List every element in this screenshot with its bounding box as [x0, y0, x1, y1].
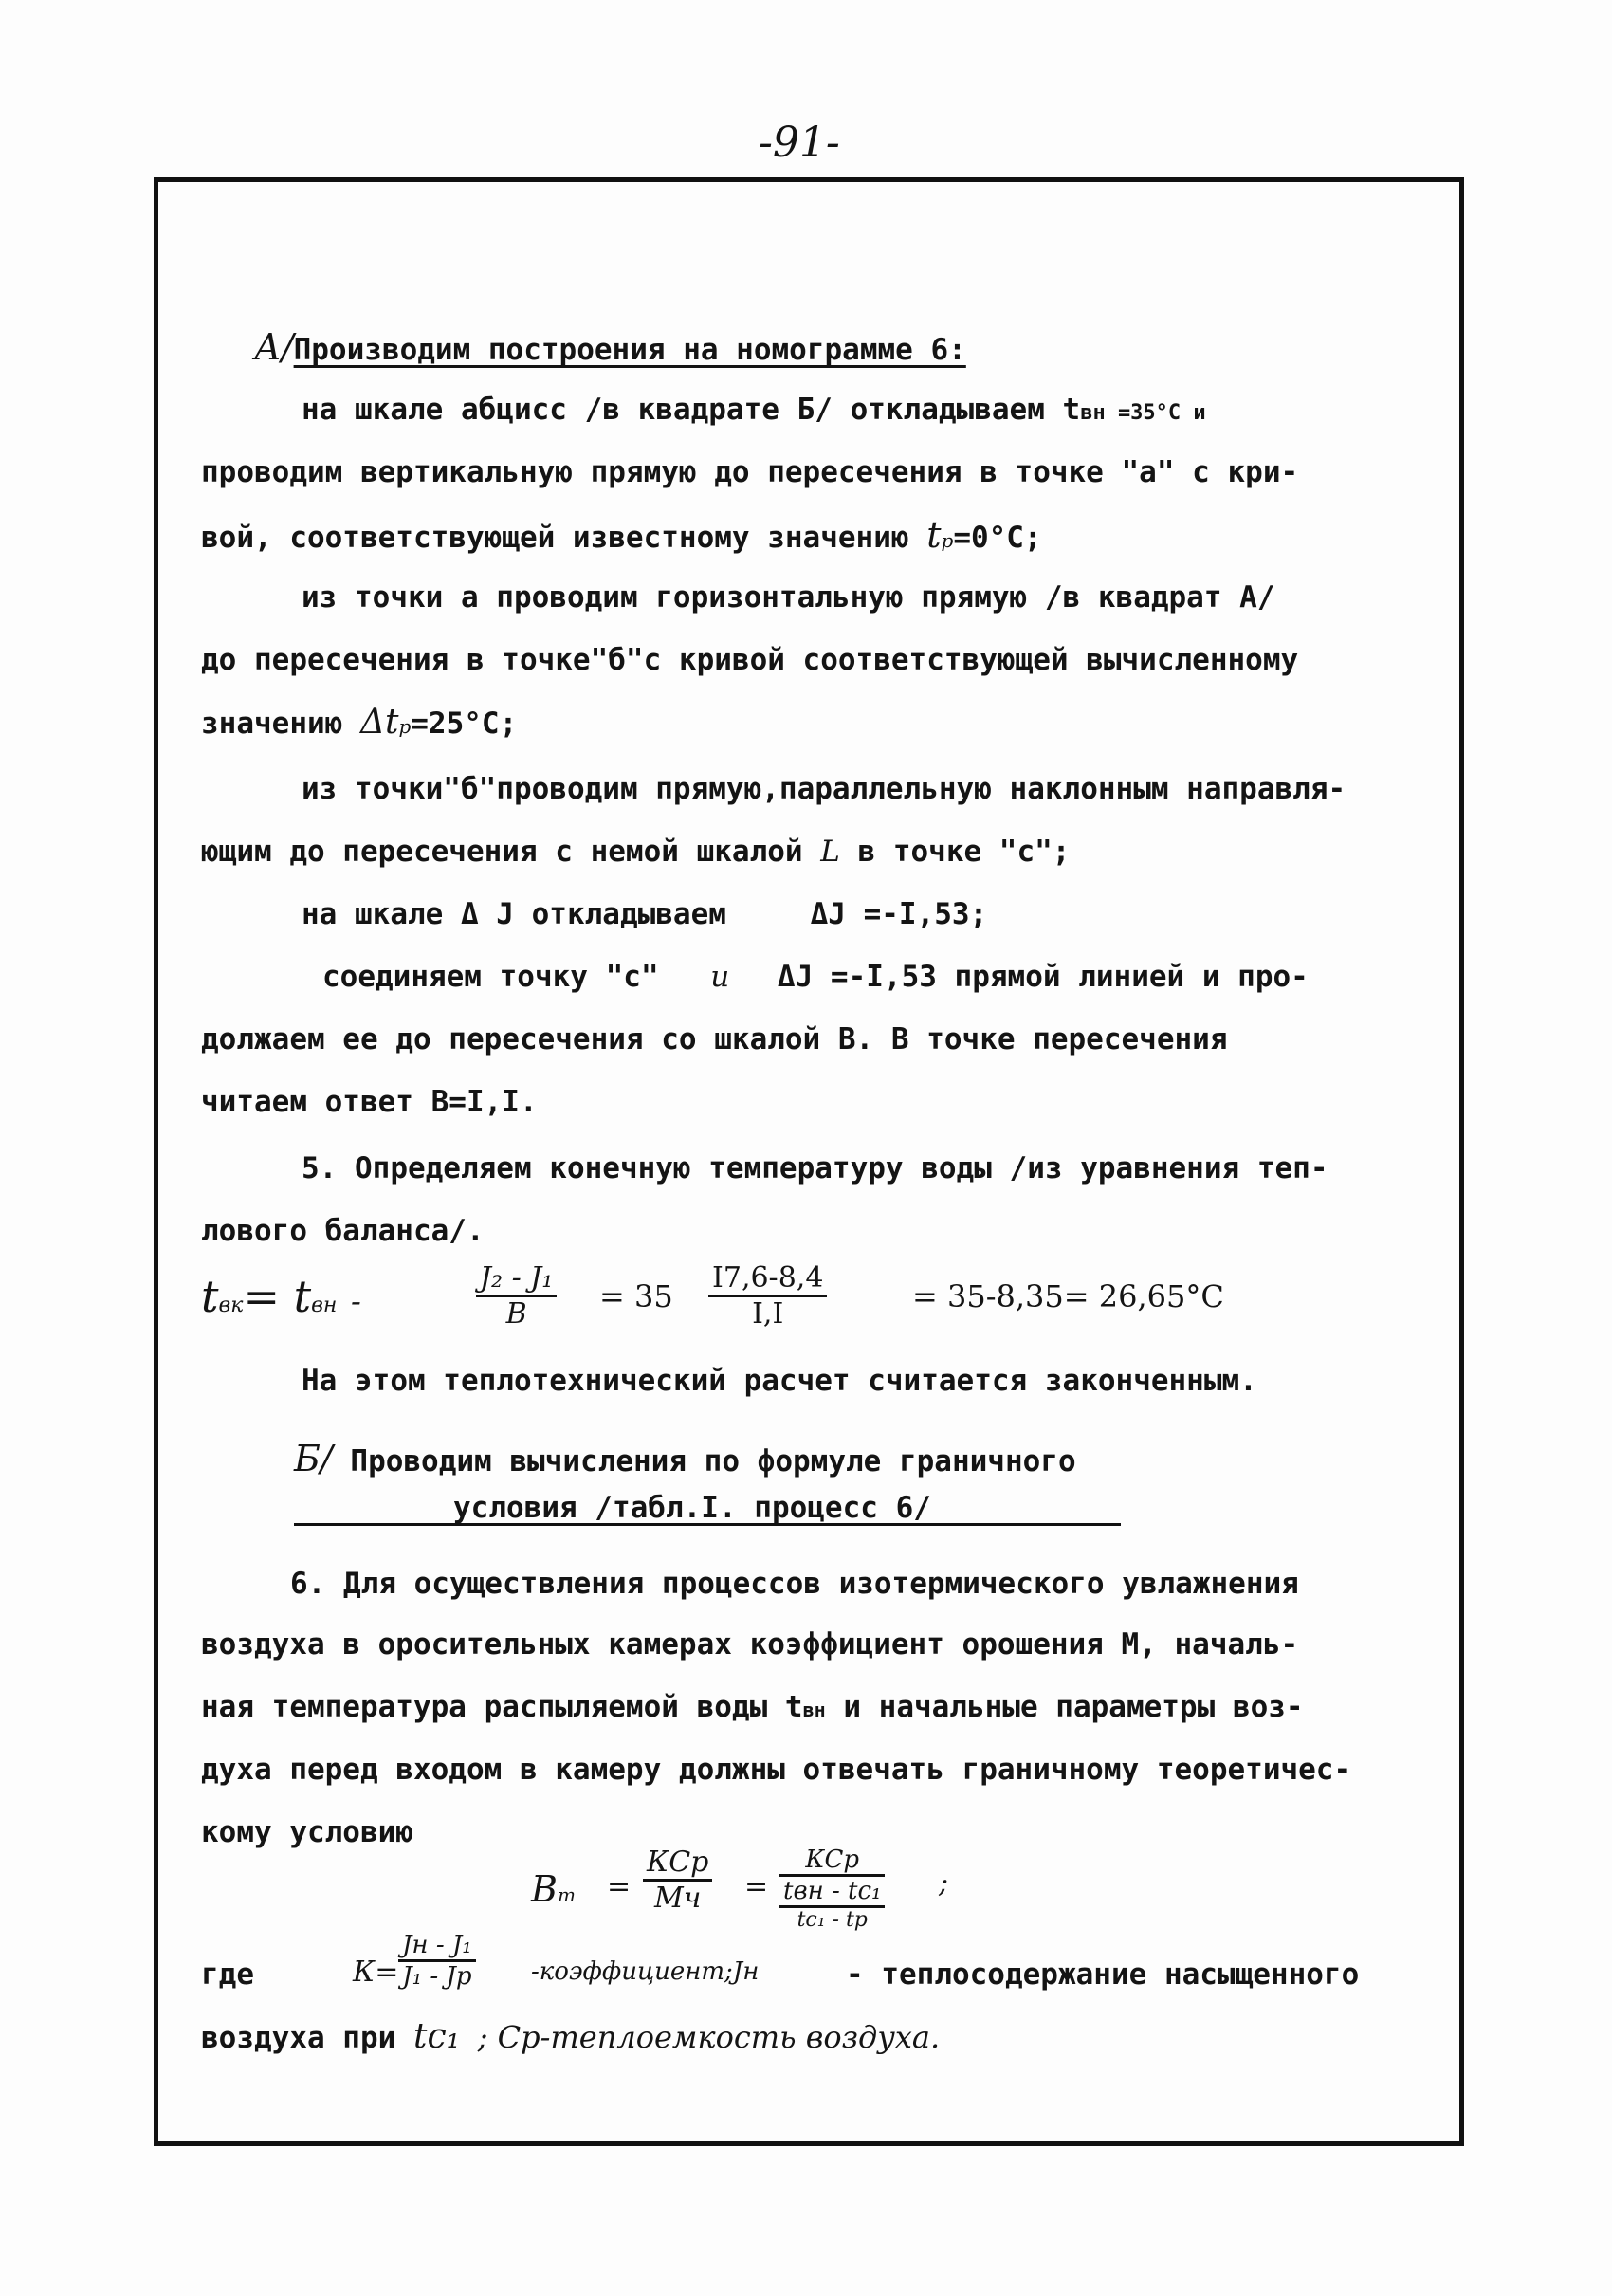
section-a-heading: [254, 328, 966, 369]
text-line: ющим до пересечения с немой шкалой L в точке "с";: [201, 835, 1071, 869]
text-line: на шкале абцисс /в квадрате Б/ откладываем tвн =35°C и: [302, 393, 1206, 427]
text-line: проводим вертикальную прямую до пересечения в точке "а" с кри-: [201, 455, 1299, 489]
text-line: кому условию: [201, 1815, 413, 1849]
fraction-kcp-temp: КСр tвн - tс₁ tс₁ - tр: [779, 1846, 885, 1932]
fraction-kcp-m: КСр Мч: [643, 1846, 712, 1915]
fraction-enthalpy: J₂ - J₁ В: [476, 1261, 557, 1331]
k-definition: К= Jн - J₁ J₁ - Jр -коэффициент;Jн - теплосодержание насыщенного: [353, 1931, 1360, 1992]
final-temp-formula: tвк= tвн - J₂ - J₁ В = 35 $\frac{I7,6-8,4}{I,I}$ = 35-8,35= 26,65°С: [201, 1261, 1224, 1331]
text-line: лового баланса/.: [201, 1214, 485, 1248]
text-line: на шкале Δ J откладываем ΔJ =-I,53;: [302, 897, 988, 931]
section-a-letter: А/: [254, 326, 294, 368]
text-line: духа перед входом в камеру должны отвечать граничному теоретичес-: [201, 1753, 1352, 1787]
text-line: ная температура распыляемой воды tвн и начальные параметры воз-: [201, 1690, 1304, 1724]
text-line: соединяем точку "с" и ΔJ =-I,53 прямой линией и про-: [322, 960, 1309, 994]
text-line: должаем ее до пересечения со шкалой В. В точке пересечения: [201, 1022, 1228, 1056]
text-line: читаем ответ В=I,I.: [201, 1085, 538, 1119]
section-b-underline: [294, 1523, 1121, 1526]
text-line: до пересечения в точке"б"с кривой соответствующей вычисленному: [201, 643, 1299, 677]
section-b-heading: Б/ Проводим вычисления по формуле граничного: [294, 1438, 1076, 1479]
fraction-numeric: $\frac{I7,6-8,4}{I,I}$: [708, 1261, 827, 1331]
text-line: вой, соответствующей известному значению tр=0°С;: [201, 514, 1042, 556]
text-line: из точки"б"проводим прямую,параллельную наклонным направля-: [302, 772, 1346, 806]
text-line: значению Δtр=25°С;: [201, 703, 518, 742]
mute-scale-symbol: L: [820, 835, 840, 869]
text-line: воздуха при tс₁ ; Ср-теплоемкость воздуха.: [201, 2017, 941, 2056]
text-line: На этом теплотехнический расчет считается законченным.: [302, 1364, 1257, 1398]
text-line: 5. Определяем конечную температуру воды /из уравнения теп-: [302, 1151, 1328, 1185]
section-b-letter: Б/: [294, 1438, 333, 1479]
text-line: воздуха в оросительных камерах коэффициент орошения М, началь-: [201, 1627, 1299, 1662]
fraction-k: Jн - J₁ J₁ - Jр: [398, 1931, 476, 1991]
page-number: -91-: [759, 119, 840, 167]
section-a-title: Производим построения на номограмме 6:: [293, 333, 966, 367]
text-line: 6. Для осуществления процессов изотермического увлажнения: [290, 1567, 1299, 1601]
text-line: где: [201, 1957, 254, 1992]
text-line: условия /табл.I. процесс 6/: [453, 1491, 931, 1525]
text-line: из точки а проводим горизонтальную прямую /в квадрат А/: [302, 580, 1275, 615]
boundary-formula: Вт = КСр Мч = КСр tвн - tс₁ tс₁ - tр ;: [531, 1846, 949, 1932]
